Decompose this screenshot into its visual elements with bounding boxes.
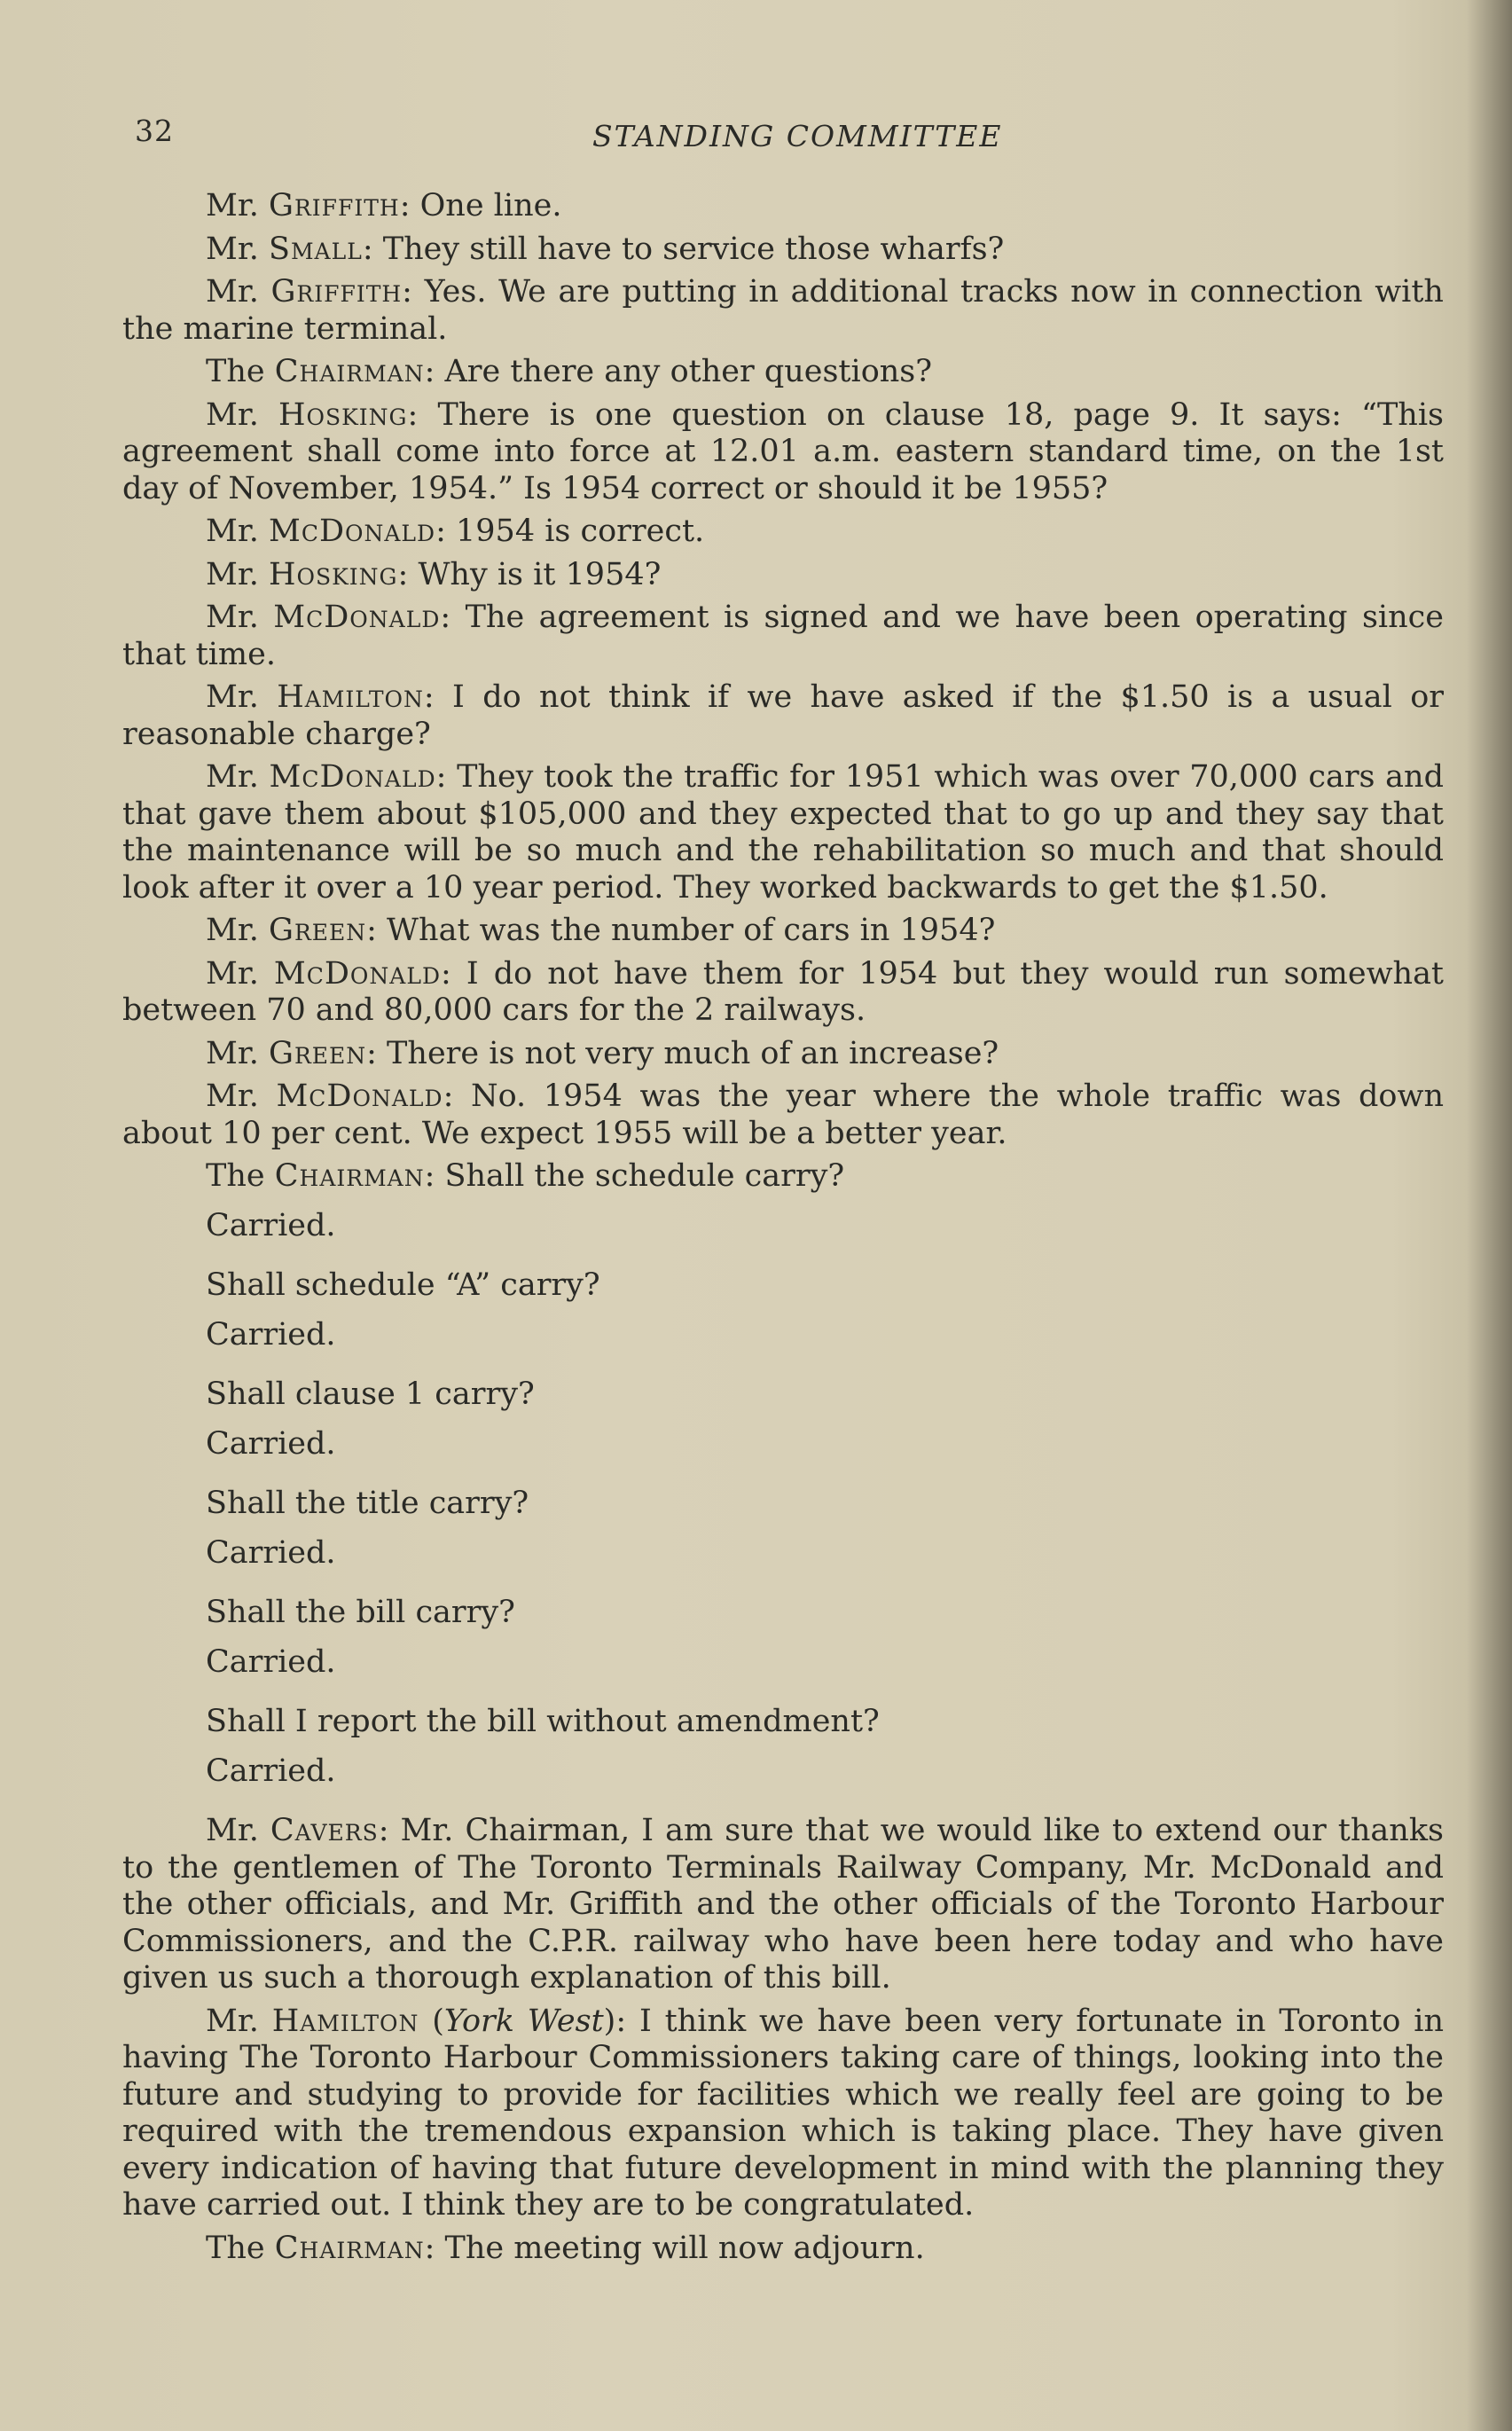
speech-text: : The meeting will now adjourn. — [424, 2230, 925, 2266]
speech-text: : One line. — [399, 188, 562, 223]
speaker-prefix: Mr. — [206, 514, 269, 549]
speech-paragraph — [122, 956, 1444, 1030]
speech-paragraph — [122, 1036, 1444, 1073]
transcript-body — [122, 188, 1444, 2273]
speaker-name: Hamilton — [271, 2003, 419, 2039]
riding-open: ( — [419, 2003, 444, 2039]
speech-paragraph — [122, 913, 1444, 950]
vote-result: Carried. — [206, 1316, 336, 1353]
speech-paragraph — [122, 2231, 1444, 2268]
vote-question: Shall clause 1 carry? — [206, 1376, 535, 1412]
speaker-name: McDonald — [276, 1078, 443, 1114]
speaker-prefix: Mr. — [206, 231, 269, 267]
speech-paragraph — [122, 557, 1444, 594]
speaker-prefix: Mr. — [206, 1035, 269, 1071]
running-head: STANDING COMMITTEE — [592, 119, 1003, 153]
speaker-name: McDonald — [273, 600, 441, 635]
speech-paragraph — [122, 397, 1444, 508]
speaker-name: Hosking — [268, 556, 398, 592]
speech-text: : They still have to service those wharfs? — [362, 231, 1005, 267]
speaker-name: Griffith — [268, 188, 400, 223]
speech-paragraph — [122, 2004, 1444, 2224]
speaker-prefix: Mr. — [206, 2003, 272, 2039]
speech-paragraph — [122, 1078, 1444, 1152]
speaker-prefix: Mr. — [206, 1078, 277, 1114]
speech-text: : Yes. We are putting in additional tracks now in connection with the marine terminal. — [122, 274, 1444, 347]
vote-question: Shall schedule “A” carry? — [206, 1267, 600, 1303]
speech-text: : Mr. Chairman, I am sure that we would like to extend our thanks to the gentlemen of The Toronto Terminals Railway Company, Mr. McDonald and the other officials, and Mr. Griffith and the other officials of the Toronto Harbour Commissioners, and the C.P.R. railway who have been here today and who have given us such a thorough explanation of this bill. — [122, 1813, 1444, 1996]
speech-text: : No. 1954 was the year where the whole traffic was down about 10 per cent. We expect 1955 will be a better year. — [122, 1078, 1444, 1151]
riding-name: York West — [443, 2003, 604, 2039]
vote-question: Shall I report the bill without amendment? — [206, 1704, 880, 1739]
speaker-name: Green — [268, 913, 367, 948]
speaker-prefix: The — [206, 2230, 275, 2266]
speaker-prefix: The — [206, 354, 275, 389]
speaker-name: Chairman — [274, 1158, 425, 1194]
speech-paragraph — [122, 274, 1444, 348]
speaker-prefix: Mr. — [206, 955, 274, 992]
speaker-prefix: Mr. — [206, 679, 278, 715]
speech-paragraph — [122, 1813, 1444, 1997]
speaker-name: Cavers — [270, 1813, 379, 1848]
vote-question — [122, 1158, 1444, 1196]
speaker-name: Chairman — [274, 354, 425, 389]
page-number: 32 — [135, 114, 174, 148]
speaker-prefix: Mr. — [206, 274, 271, 310]
speech-text: : 1954 is correct. — [435, 514, 705, 549]
speaker-prefix: Mr. — [206, 913, 269, 948]
question-text: : Shall the schedule carry? — [424, 1158, 845, 1194]
speaker-name: Small — [268, 231, 363, 267]
speaker-name: Chairman — [274, 2230, 425, 2266]
speech-paragraph — [122, 231, 1444, 269]
speaker-name: Hamilton — [277, 679, 424, 715]
speech-text: : The agreement is signed and we have been operating since that time. — [122, 600, 1444, 672]
speech-paragraph — [122, 600, 1444, 673]
speaker-prefix: Mr. — [206, 556, 269, 592]
speech-paragraph — [122, 679, 1444, 753]
riding-close: ) — [603, 2003, 616, 2039]
vote-result: Carried. — [206, 1534, 336, 1571]
speaker-prefix: Mr. — [206, 188, 269, 223]
speech-text: : They took the traffic for 1951 which was over 70,000 cars and that gave them about $105,000 and they expected that to go up and they say that the maintenance will be so much and the rehabilitation so much and that should look after it over a 10 year period. They worked backwards to get the $1.50. — [122, 759, 1444, 906]
speech-text: : There is one question on clause 18, page 9. It says: “This agreement shall come into force at 12.01 a.m. eastern standard time, on the 1st day of November, 1954.” Is 1954 correct or should it be 1955? — [122, 396, 1444, 506]
speech-text: : Why is it 1954? — [397, 556, 662, 592]
speech-text: : Are there any other questions? — [424, 354, 933, 389]
speaker-prefix: Mr. — [206, 759, 270, 795]
vote-result: Carried. — [206, 1207, 336, 1243]
vote-result: Carried. — [206, 1425, 336, 1462]
speaker-name: Hosking — [278, 396, 408, 433]
speech-text: : I do not think if we have asked if the $1.50 is a usual or reasonable charge? — [122, 679, 1445, 752]
speech-text: : What was the number of cars in 1954? — [366, 913, 996, 948]
speaker-name: McDonald — [273, 955, 442, 992]
speech-paragraph — [122, 354, 1444, 391]
vote-result: Carried. — [206, 1753, 336, 1789]
speaker-name: Green — [268, 1035, 367, 1071]
vote-question: Shall the title carry? — [206, 1486, 529, 1521]
speaker-name: McDonald — [269, 759, 436, 795]
speaker-prefix: Mr. — [206, 600, 274, 635]
speech-text: : There is not very much of an increase? — [366, 1035, 999, 1071]
speaker-name: McDonald — [268, 514, 436, 549]
speaker-prefix: Mr. — [206, 1813, 270, 1848]
vote-question: Shall the bill carry? — [206, 1595, 515, 1630]
speech-paragraph — [122, 188, 1444, 225]
speaker-prefix: The — [206, 1158, 275, 1194]
speaker-prefix: Mr. — [206, 396, 278, 433]
vote-result: Carried. — [206, 1643, 336, 1680]
speech-paragraph — [122, 514, 1444, 551]
speaker-name: Griffith — [270, 274, 403, 310]
speech-text: : I do not have them for 1954 but they would run somewhat between 70 and 80,000 cars for the 2 railways. — [122, 955, 1444, 1028]
speech-text: : I think we have been very fortunate in Toronto in having The Toronto Harbour Commissioners taking care of things, looking into the future and studying to provide for facilities which we really feel are going to be required with the tremendous expansion which is taking place. They have given every indication of having that future development in mind with the planning they have carried out. I think they are to be congratulated. — [122, 2003, 1445, 2223]
speech-paragraph — [122, 759, 1444, 906]
